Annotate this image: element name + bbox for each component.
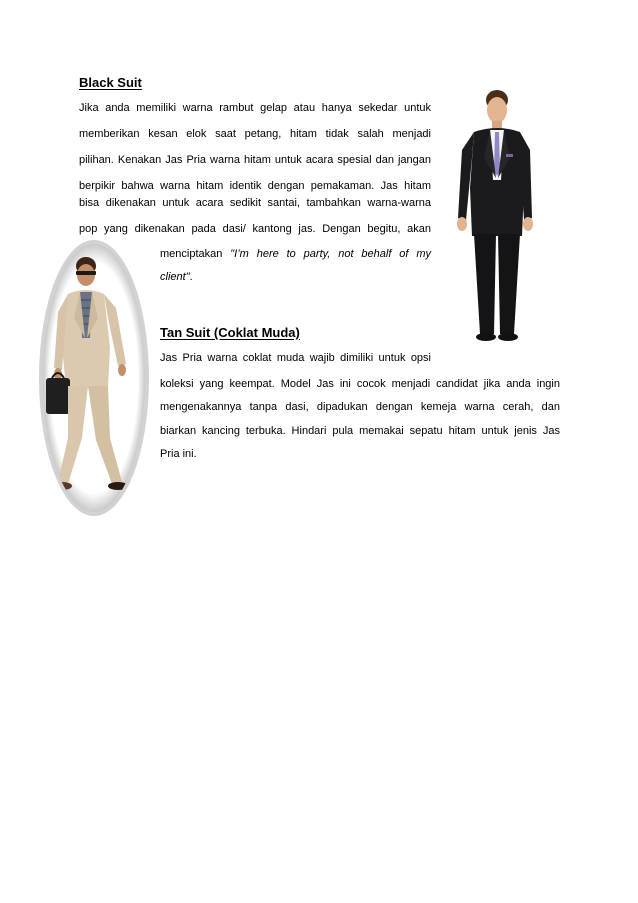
quote-lead: menciptakan [160, 248, 223, 260]
black-suit-line-3: pilihan. Kenakan Jas Pria warna hitam untuk acara spesial dan jangan [79, 154, 431, 166]
black-suit-line-5: bisa dikenakan untuk acara sedikit santai, tambahkan warna-warna [79, 197, 431, 209]
tan-suit-line-1: Jas Pria warna coklat muda wajib dimiliki untuk opsi [160, 352, 431, 364]
black-suit-quote-end [160, 271, 431, 283]
black-suit-man-image [450, 88, 540, 344]
tan-suit-line-2: koleksi yang keempat. Model Jas ini cocok menjadi candidat jika anda ingin [160, 378, 560, 390]
black-suit-line-2: memberikan kesan elok saat petang, hitam tidak salah menjadi [79, 128, 431, 140]
tan-suit-line-4: biarkan kancing terbuka. Hindari pula memakai sepatu hitam untuk jenis Jas [160, 425, 560, 437]
black-suit-line-1: Jika anda memiliki warna rambut gelap atau hanya sekedar untuk [79, 102, 431, 114]
tan-suit-line-3: mengenakannya tanpa dasi, dipadukan dengan kemeja warna cerah, dan [160, 401, 560, 413]
tan-suit-heading: Tan Suit (Coklat Muda) [160, 325, 300, 340]
quote-end: client" [160, 271, 190, 283]
black-suit-line-6: pop yang dikenakan pada dasi/ kantong jas. Dengan begitu, akan [79, 223, 431, 235]
tan-suit-line-5: Pria ini. [160, 448, 197, 460]
black-suit-heading: Black Suit [79, 75, 142, 90]
quote-tail: . [189, 271, 193, 283]
tan-suit-man-image [38, 238, 150, 518]
quote-text: "I’m here to party, not behalf of my [230, 248, 431, 260]
black-suit-quote-line [160, 248, 431, 260]
black-suit-line-4: berpikir bahwa warna hitam identik dengan pemakaman. Jas hitam [79, 180, 431, 192]
